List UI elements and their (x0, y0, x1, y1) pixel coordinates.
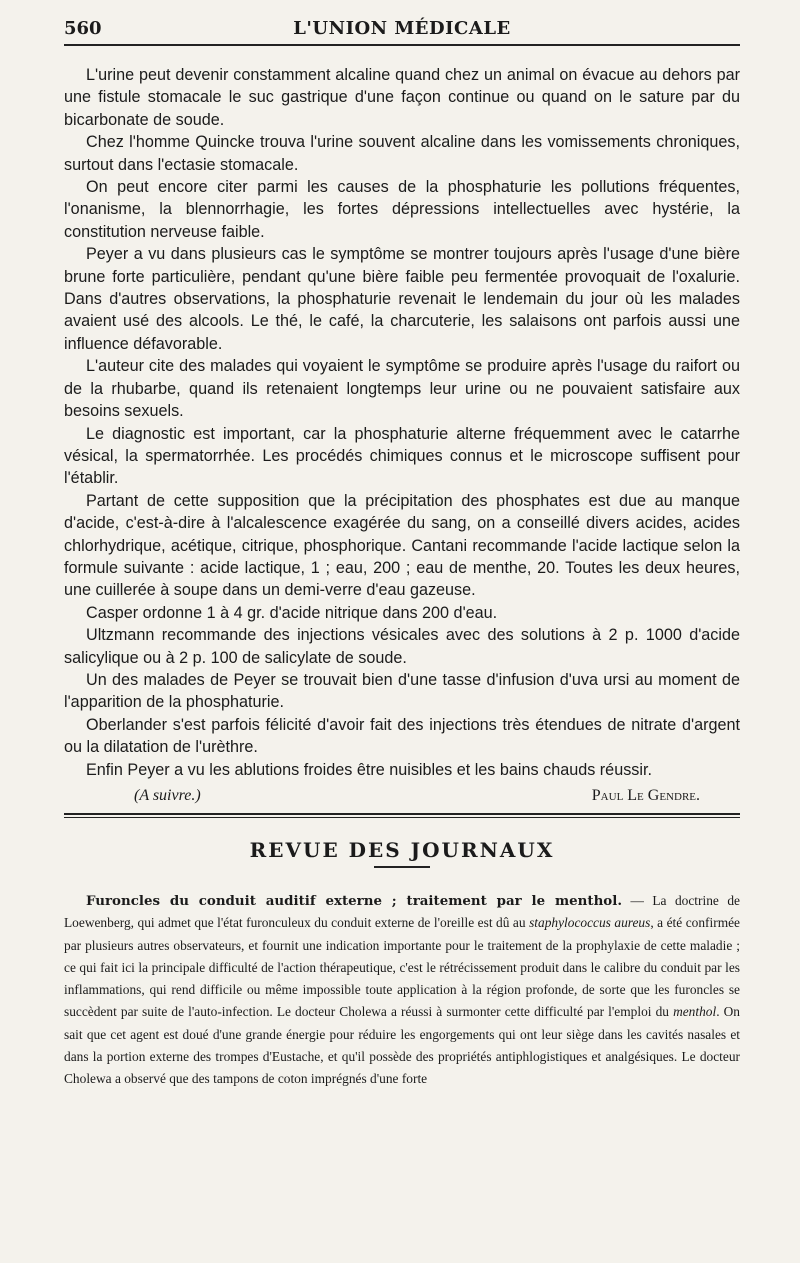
paragraph: Casper ordonne 1 à 4 gr. d'acide nitrique dans 200 d'eau. (86, 603, 498, 622)
paragraph: Oberlander s'est parfois félicité d'avoir fait des injections très étendues de nitrate d'argent ou la dilatation de l'urèthre. (64, 715, 740, 757)
paragraph: Ultzmann recommande des injections vésicales avec des solutions à 2 p. 1000 d'acide salicylique ou à 2 p. 100 de salicylate de soude. (64, 626, 740, 667)
page-header (64, 14, 740, 46)
paragraph: Chez l'homme Quincke trouva l'urine souvent alcaline dans les vomissements chroniques, surtout dans l'ectasie stomacale. (64, 133, 740, 174)
paragraph: Partant de cette supposition que la précipitation des phosphates est due au manque d'acide, c'est-à-dire à l'alcalescence exagérée du sang, on a conseillé divers acides, acides chlorhydrique, acétique, citrique, phosphorique. Cantani recommande l'acide lactique selon la formule suivante : acide lactique, 1 ; eau, 200 ; eau de menthe, 20. Toutes les deux heures, une cuillerée à soupe dans un demi-verre d'eau gazeuse. (64, 491, 740, 600)
paragraph: Peyer a vu dans plusieurs cas le symptôme se montrer toujours après l'usage d'une bière brune forte particulière, pendant qu'une bière faible peu fermentée provoquait de l'oxalurie. Dans d'autres observations, la phosphaturie revenait le lendemain du jour où les malades avaient usé des alcools. Le thé, le café, la charcuterie, les salaisons ont parfois aussi une influence défavorable. (64, 245, 740, 353)
review-text: — La doctrine de Loewenberg, qui admet que l'état furonculeux du conduit externe de l'oreille est dû au (64, 893, 740, 931)
paragraph: L'urine peut devenir constamment alcaline quand chez un animal on évacue au dehors par une fistule stomacale le suc gastrique d'une façon continue ou quand on le sature par du bicarbonate de soude. (64, 66, 740, 129)
paragraph: Un des malades de Peyer se trouvait bien d'une tasse d'infusion d'uva ursi au moment de l'apparition de la phosphaturie. (64, 670, 740, 712)
section-divider (64, 813, 740, 818)
review-title: Furoncles du conduit auditif externe ; traitement par le menthol. (86, 893, 622, 909)
review-text: , a été confirmée par plusieurs autres observateurs, et fournit une indication importante pour le traitement de la prophylaxie de cette maladie ; ce qui fait ici la principale difficulté de l'action thérapeutique, c'est le rétrécissement produit dans le calibre du conduit par les inflammations, qui rend difficile ou même impossible toute application à la région profonde, de sorte que les furoncles se succèdent par suite de l'auto-infection. Le docteur Cholewa a réussi à surmonter cette difficulté par l'emploi du (64, 915, 740, 1020)
review-text: . On sait que cet agent est doué d'une grande énergie pour réduire les engorgements qui ont leur siège dans les cavités nasales et dans la portion externe des trompes d'Eustache, et qu'il possède des propriétés antiphlogistiques et analgésiques. Le docteur Cholewa a observé que des tampons de coton imprégnés d'une forte (64, 1004, 741, 1087)
paragraph: On peut encore citer parmi les causes de la phosphaturie les pollutions fréquentes, l'onanisme, la blennorrhagie, les fortes dépressions intellectuelles avec hystérie, la constitution nerveuse faible. (64, 178, 740, 241)
page-number: 560 (64, 18, 102, 39)
article-body (64, 64, 740, 781)
review-body (64, 890, 740, 1091)
paragraph: L'auteur cite des malades qui voyaient le symptôme se produire après l'usage du raifort ou de la rhubarbe, quand ils retenaient longtemps leur urine ou ne pouvaient satisfaire aux besoins sexuels. (64, 357, 740, 421)
paragraph: Enfin Peyer a vu les ablutions froides être nuisibles et les bains chauds réussir. (86, 760, 652, 779)
review-italic-term: menthol (673, 1004, 717, 1020)
article-signoff (64, 783, 740, 809)
running-title: L'UNION MÉDICALE (293, 18, 511, 39)
to-be-continued: (A suivre.) (134, 787, 201, 804)
section-title: REVUE DES JOURNAUX (249, 838, 555, 862)
paragraph: Le diagnostic est important, car la phosphaturie alterne fréquemment avec le catarrhe vésical, la spermatorrhée. Les procédés chimiques connus et le microscope suffisent pour l'établir. (64, 424, 740, 488)
review-paragraph (64, 890, 740, 1091)
section-underline (374, 866, 430, 868)
author-signature: Paul Le Gendre. (591, 787, 700, 804)
review-italic-term: staphylococcus aureus (529, 915, 651, 931)
document-page (64, 14, 740, 1254)
